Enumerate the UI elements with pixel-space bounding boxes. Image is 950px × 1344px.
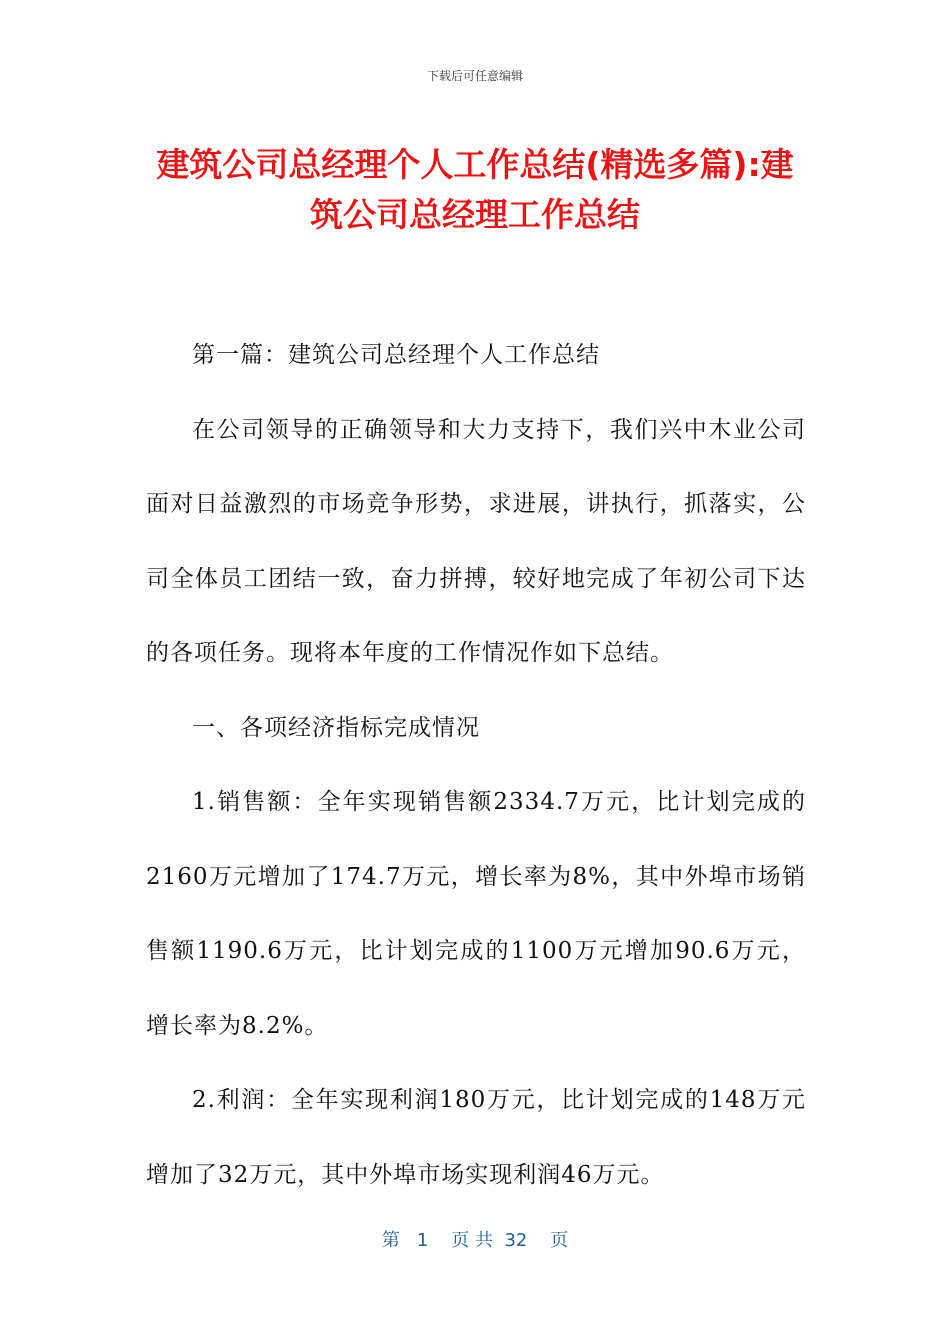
page-footer — [0, 1226, 950, 1252]
section-heading: 第一篇：建筑公司总经理个人工作总结 — [192, 342, 600, 368]
page-label-suffix: 页 — [550, 1230, 569, 1251]
body-paragraph: 2.利润：全年实现利润180万元，比计划完成的148万元增加了32万元，其中外埠市场实现利润46万元。 — [146, 1087, 806, 1188]
body-paragraph: 在公司领导的正确领导和大力支持下，我们兴中木业公司面对日益激烈的市场竞争形势，求进展，讲执行，抓落实，公司全体员工团结一致，奋力拼搏，较好地完成了年初公司下达的各项任务。现将本年度的工作情况作如下总结。 — [146, 416, 806, 666]
document-title: 建筑公司总经理个人工作总结(精选多篇):建筑公司总经理工作总结 — [156, 145, 794, 234]
subsection-heading: 一、各项经济指标完成情况 — [192, 714, 480, 741]
page-label-prefix: 第 — [381, 1230, 400, 1251]
current-page-number: 1 — [416, 1230, 429, 1251]
document-body — [146, 318, 806, 1212]
page-label-middle: 页 共 — [451, 1230, 493, 1251]
body-paragraph: 1.销售额：全年实现销售额2334.7万元，比计划完成的2160万元增加了174.7万元，增长率为8%，其中外埠市场销售额1190.6万元，比计划完成的1100万元增加90.6万元，增长率为8.2%。 — [146, 789, 806, 1039]
total-pages-number: 32 — [504, 1230, 528, 1251]
header-note: 下载后可任意编辑 — [426, 69, 523, 83]
